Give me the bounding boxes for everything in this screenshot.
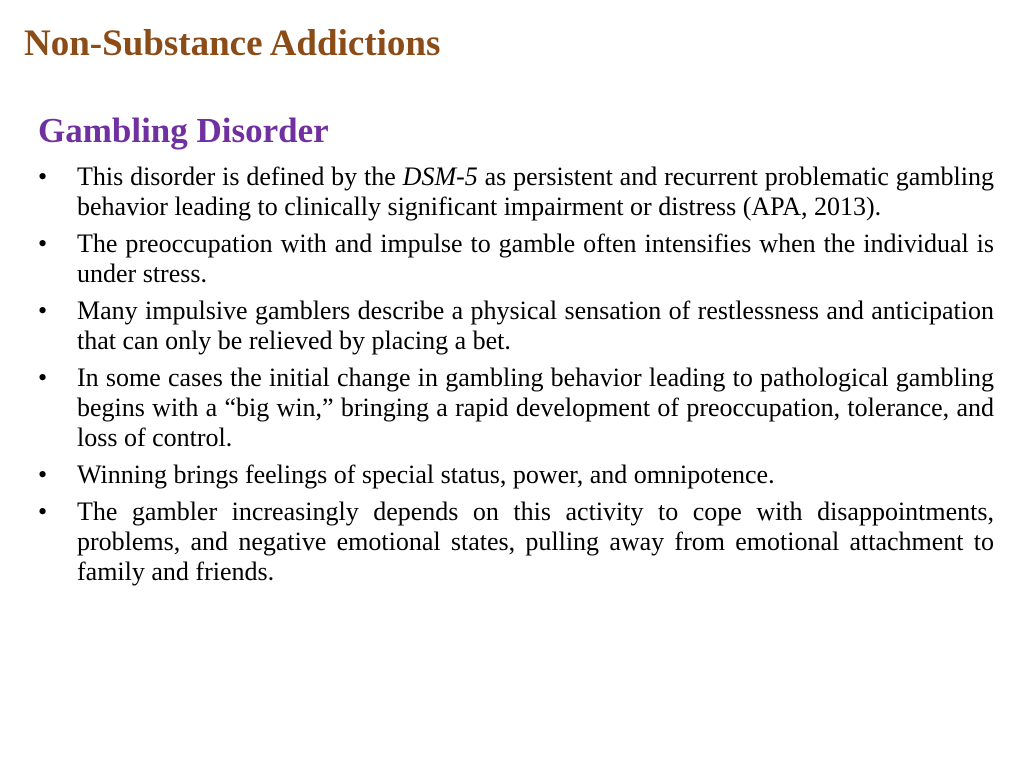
list-item [38,497,994,587]
list-item [38,460,994,490]
bullet-icon: • [38,162,48,191]
list-item [38,162,994,222]
bullet-text: Winning brings feelings of special status, power, and omnipotence. [77,460,775,489]
list-item [38,229,994,289]
bullet-text: Many impulsive gamblers describe a physical sensation of restlessness and anticipation that can only be relieved by placing a bet. [77,296,994,355]
list-item [38,296,994,356]
dsm-5-emphasis: DSM-5 [402,162,478,191]
section-heading: Gambling Disorder [38,111,329,150]
bullet-text-part: as persistent and recurrent problematic gambling behavior leading to clinically significant impairment or distress (APA, 2013). [77,162,994,221]
bullet-text: The gambler increasingly depends on this activity to cope with disappointments, problems, and negative emotional states, pulling away from emotional attachment to family and friends. [77,497,994,586]
bullet-icon: • [38,296,48,325]
bullet-text-part: This disorder is defined by the [77,162,403,191]
slide-title: Non-Substance Addictions [24,23,441,64]
bullet-text [77,162,994,222]
bullet-icon: • [38,229,48,258]
bullet-text: The preoccupation with and impulse to gamble often intensifies when the individual is under stress. [77,229,994,288]
list-item [38,363,994,453]
bullet-icon: • [38,363,48,392]
bullet-icon: • [38,497,48,526]
bullet-text: In some cases the initial change in gambling behavior leading to pathological gambling begins with a “big win,” bringing a rapid development of preoccupation, tolerance, and loss of control. [77,363,994,452]
bullet-list [38,162,994,594]
bullet-icon: • [38,460,48,489]
